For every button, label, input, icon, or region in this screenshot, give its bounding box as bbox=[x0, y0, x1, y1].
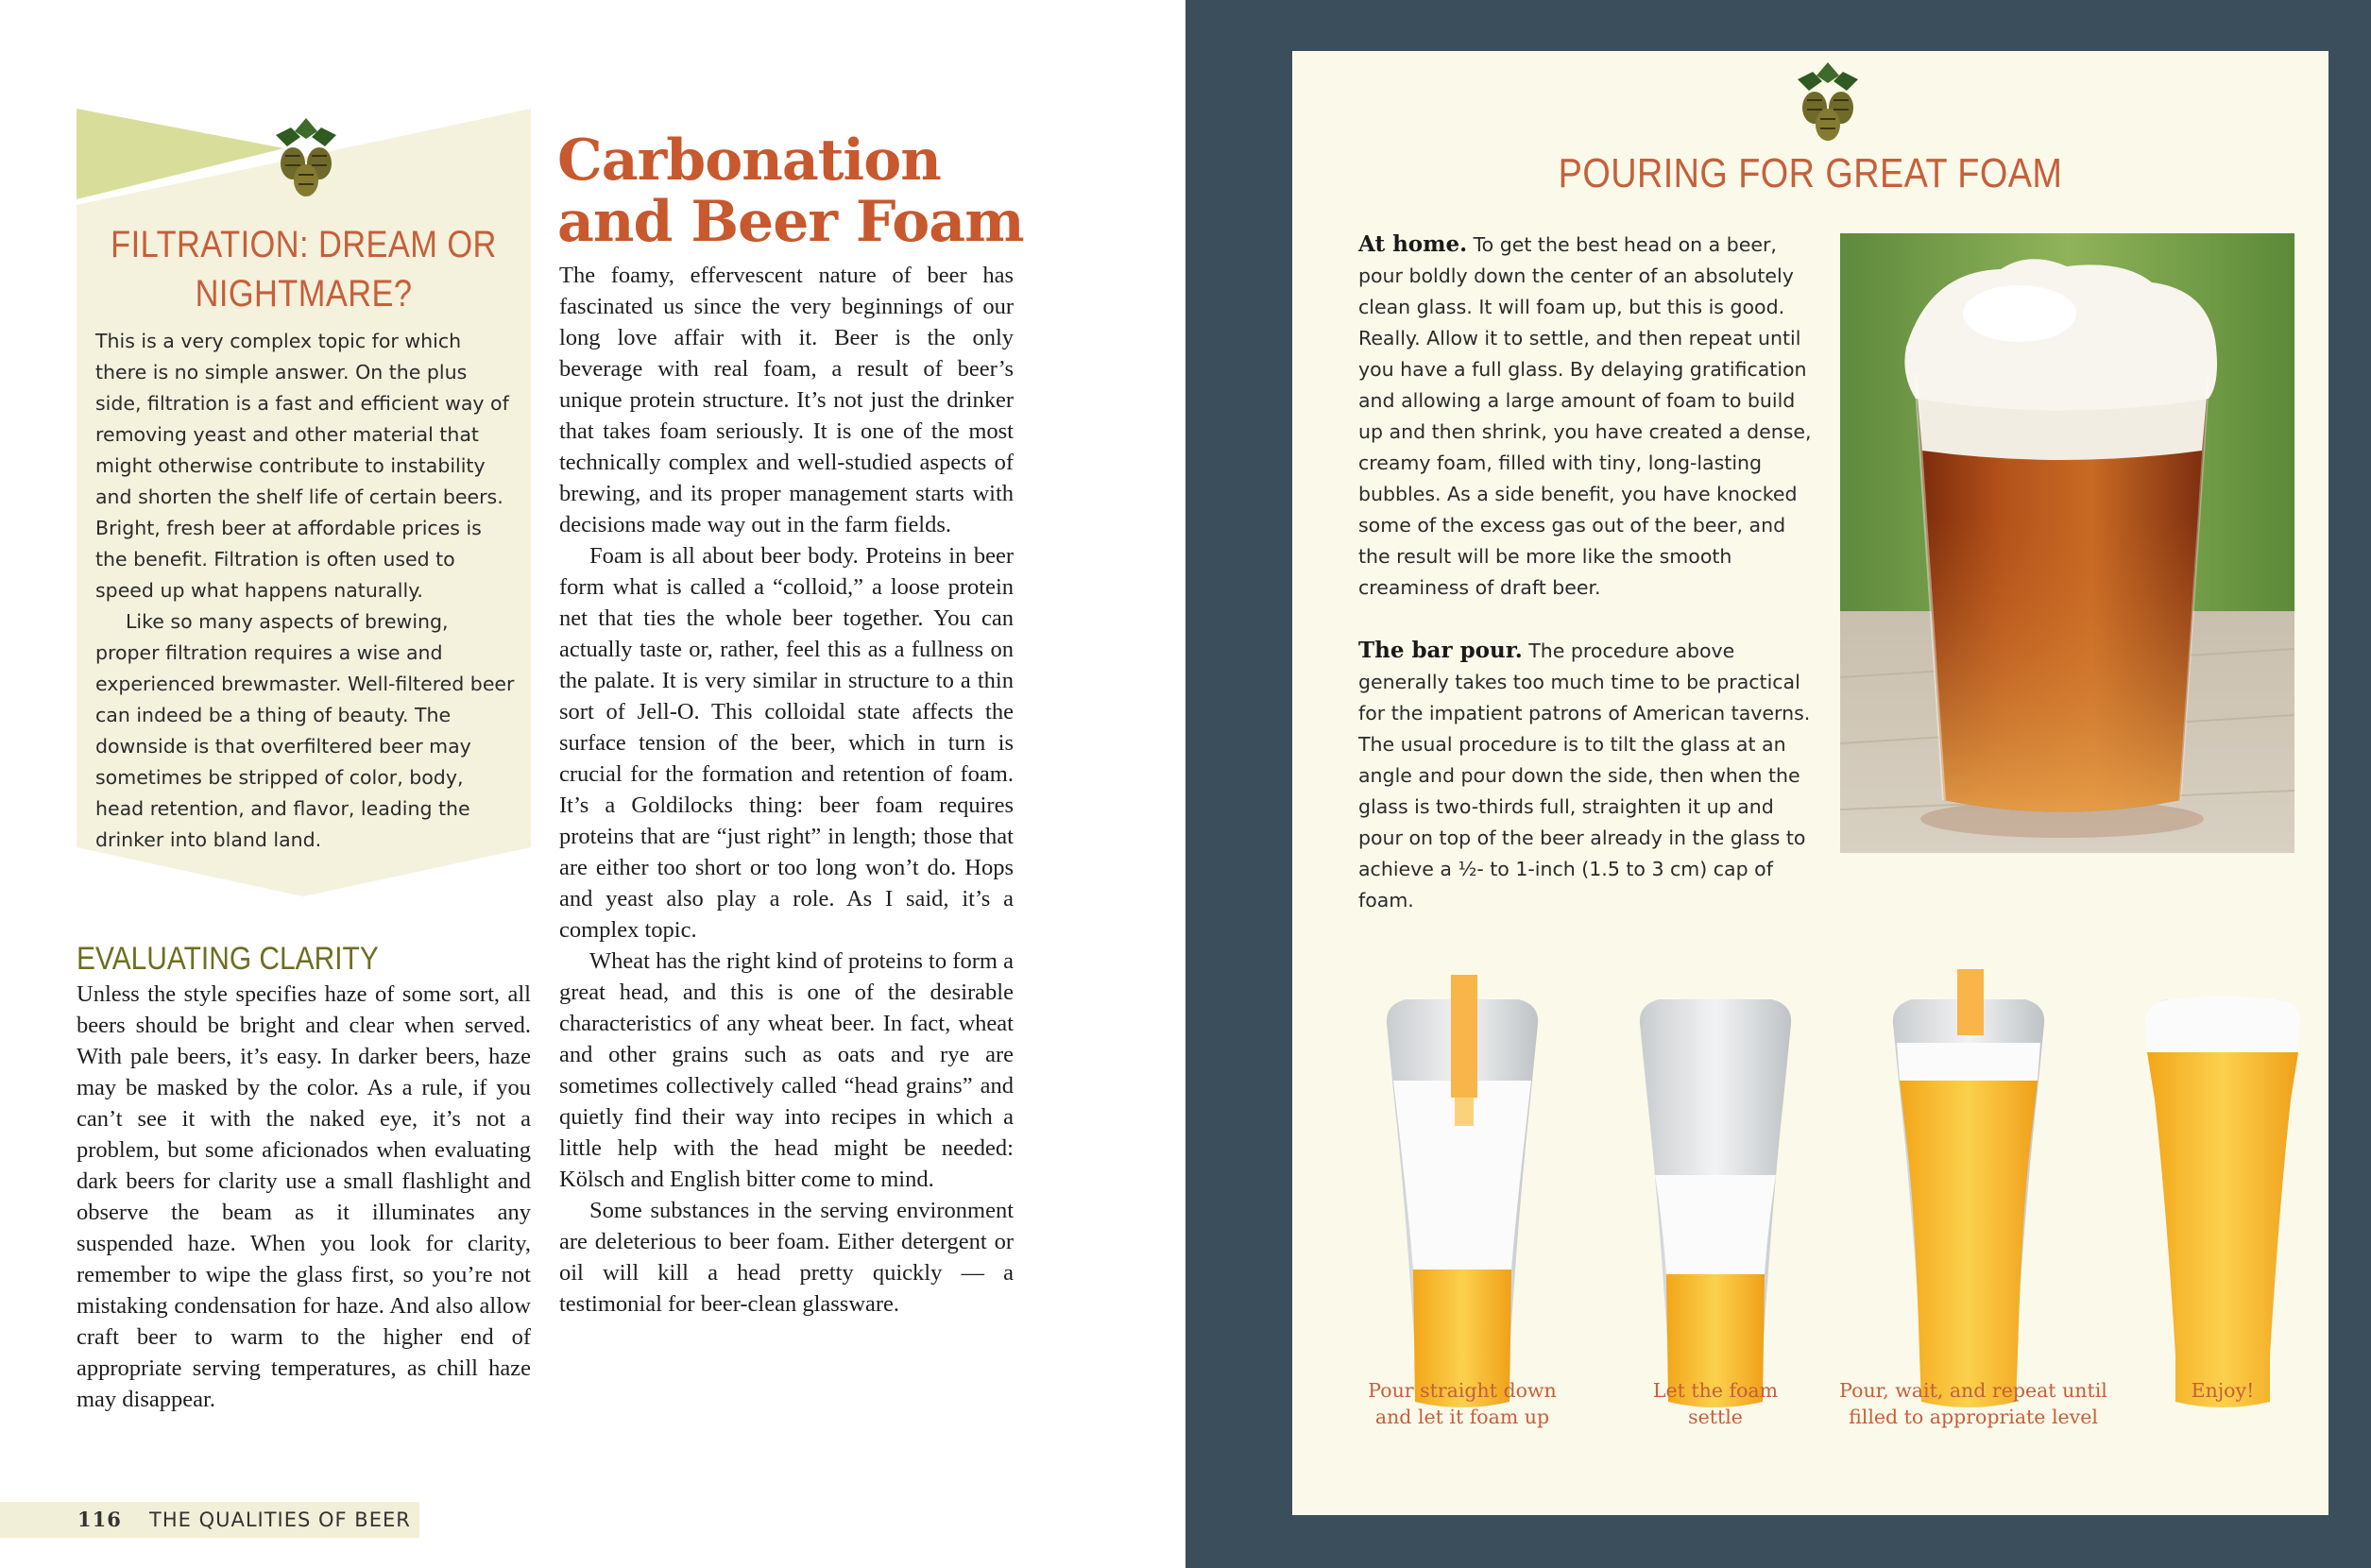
right-page bbox=[1186, 0, 2371, 1568]
step-caption bbox=[1832, 1377, 2115, 1430]
step-caption-line: Enjoy! bbox=[2191, 1379, 2255, 1402]
hops-icon bbox=[268, 114, 344, 201]
filtration-sidebar bbox=[77, 109, 531, 896]
step-caption bbox=[1612, 1377, 1819, 1430]
article-paragraph: Wheat has the right kind of proteins to form a great head, and this is one of the desirable characteristics of any wheat beer. In fact, wheat and other grains such as oats and rye are sometimes collectively called “head grains” and quietly find their way into recipes in which a little help with the head might be needed: Kölsch and English bitter come to mind. bbox=[559, 948, 1014, 1192]
at-home-lead: At home. bbox=[1358, 231, 1468, 257]
bar-pour-paragraph bbox=[1358, 635, 1812, 916]
hops-icon bbox=[1790, 59, 1866, 145]
step-glass-enjoy bbox=[2128, 958, 2317, 1421]
pint-of-amber-ale-photo bbox=[1840, 233, 2294, 853]
sidebar-paragraph: This is a very complex topic for which there is no simple answer. On the plus side, filtration is a fast and efficient way of removing yeast and other material that might otherwise contribute to instability and shorten the shelf life of certain beers. Bright, fresh beer at affordable prices is the benefit. Filtration is often used to speed up what happens naturally. bbox=[95, 330, 509, 602]
step-caption-line: Pour straight down bbox=[1368, 1379, 1557, 1402]
step-caption-line: filled to appropriate level bbox=[1849, 1406, 2098, 1428]
pouring-text bbox=[1358, 229, 1812, 916]
bar-pour-text: The procedure above generally takes too much time to be practical for the impatient patrons of American taverns. The usual procedure is to tilt the glass at an angle and pour down the side, then when the glass is two-thirds full, straighten it up and pour on top of the beer already in the glass to achieve a ½- to 1-inch (1.5 to 3 cm) cap of foam. bbox=[1358, 639, 1811, 912]
step-caption bbox=[2147, 1377, 2298, 1404]
page-number: 116 bbox=[77, 1508, 122, 1531]
at-home-paragraph bbox=[1358, 229, 1812, 604]
step-glass-pour-repeat bbox=[1874, 958, 2063, 1421]
step-caption-line: Let the foam bbox=[1652, 1379, 1779, 1402]
article-paragraph: The foamy, effervescent nature of beer has fascinated us since the very beginnings of our long love affair with it. Beer is the only beverage with real foam, a result of beer’s unique protein structure. It’s not just the drinker that takes foam seriously. It is one of the most technically complex and well-studied aspects of brewing, and its proper management starts with decisions made way out in the farm fields. bbox=[559, 263, 1014, 537]
article-paragraph: Foam is all about beer body. Proteins in beer form what is called a “colloid,” a loose protein net that ties the whole beer together. You can actually taste or, rather, feel this as a fullness on the palate. It is very similar in structure to a thin sort of Jell-O. This colloidal state affects the surface tension of the beer, which in turn is crucial for the formation and retention of foam. It’s a Goldilocks thing: beer foam requires proteins that are “just right” in length; those that are either too short or too long won’t do. Hops and yeast also play a role. As I said, it’s a complex topic. bbox=[559, 543, 1014, 943]
pouring-heading: POURING FOR GREAT FOAM bbox=[1558, 150, 2063, 196]
at-home-text: To get the best head on a beer, pour boldly down the center of an absolutely clean glass. It will foam up, but this is good. Really. Allow it to settle, and then repeat until you have a full glass. By delaying gratification and allowing a large amount of foam to build up and then shrink, you have created a dense, creamy foam, filled with tiny, long-lasting bubbles. As a side benefit, you have knocked some of the excess gas out of the beer, and the result will be more like the smooth creaminess of draft beer. bbox=[1358, 233, 1812, 599]
step-glass-pour-down bbox=[1368, 958, 1557, 1421]
step-caption-line: settle bbox=[1688, 1406, 1743, 1428]
step-caption-line: and let it foam up bbox=[1374, 1406, 1550, 1428]
evaluating-clarity-body bbox=[77, 979, 531, 1415]
evaluating-clarity-heading: EVALUATING CLARITY bbox=[77, 941, 379, 977]
article-paragraph: Some substances in the serving environment are deleterious to beer foam. Either detergent or oil will kill a head pretty quickly — a testimonial for beer-clean glassware. bbox=[559, 1198, 1014, 1317]
step-caption-line: Pour, wait, and repeat until bbox=[1839, 1379, 2107, 1402]
step-caption bbox=[1349, 1377, 1576, 1430]
pouring-panel bbox=[1292, 51, 2328, 1515]
running-head: THE QUALITIES OF BEER bbox=[149, 1508, 411, 1531]
bar-pour-lead: The bar pour. bbox=[1358, 638, 1523, 663]
evaluating-paragraph: Unless the style specifies haze of some sort, all beers should be bright and clear when served. With pale beers, it’s easy. In darker beers, haze may be masked by the color. As a rule, if you can’t see it with the naked eye, it’s not a problem, but some aficionados when evaluating dark beers for clarity use a small flashlight and observe the beam as it illuminates any suspended haze. When you look for clarity, remember to wipe the glass first, so you’re not mistaking condensation for haze. And also allow craft beer to warm to the higher end of appropriate serving temperatures, as chill haze may disappear. bbox=[77, 981, 531, 1412]
sidebar-heading: FILTRATION: DREAM OR NIGHTMARE? bbox=[111, 224, 497, 315]
main-article-body bbox=[559, 260, 1014, 1320]
sidebar-body bbox=[95, 326, 517, 856]
step-glass-foam-settle bbox=[1621, 958, 1810, 1421]
sidebar-paragraph: Like so many aspects of brewing, proper filtration requires a wise and experienced brewmaster. Well-filtered beer can indeed be a thing of beauty. The downside is that overfiltered beer may sometimes be stripped of color, body, head retention, and flavor, leading the drinker into bland land. bbox=[95, 610, 515, 851]
page-title: Carbonation and Beer Foam bbox=[557, 128, 1024, 255]
